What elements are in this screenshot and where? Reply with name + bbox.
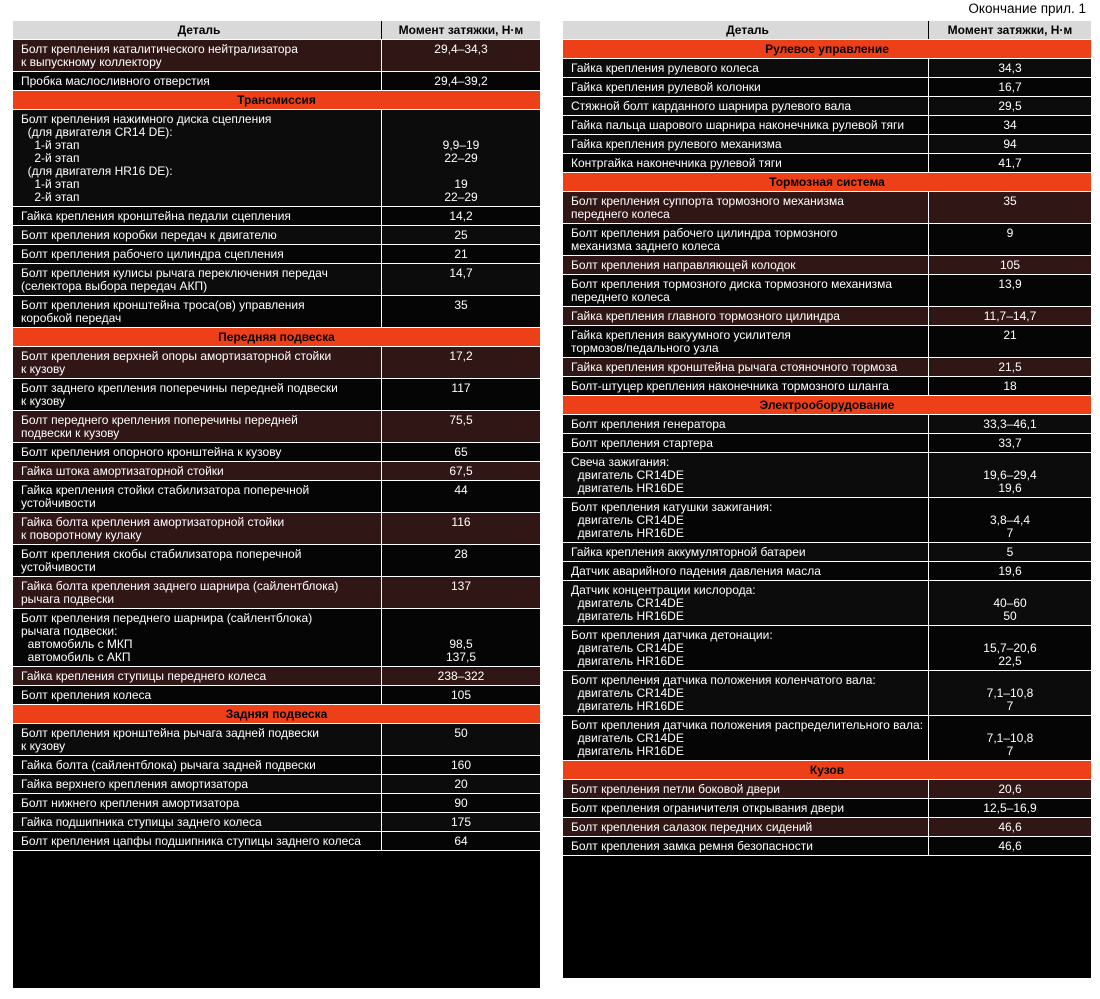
header-torque: Момент затяжки, Н·м	[398, 23, 524, 37]
part-name: Болт крепления колеса	[13, 686, 382, 704]
part-name: Болт крепления датчика положения коленчатого вала: двигатель CR14DE двигатель HR16DE	[563, 671, 929, 715]
part-name: Гайка штока амортизаторной стойки	[13, 462, 382, 480]
part-name: Гайка крепления главного тормозного цилиндра	[563, 307, 929, 325]
part-name: Болт крепления датчика детонации: двигатель CR14DE двигатель HR16DE	[563, 626, 929, 670]
part-name: Свеча зажигания: двигатель CR14DE двигатель HR16DE	[563, 453, 929, 497]
torque-value: 14,7	[449, 266, 473, 280]
torque-value: 20,6	[998, 782, 1022, 796]
section-header	[13, 328, 540, 347]
torque-value: 44	[454, 483, 468, 497]
table-row	[13, 813, 540, 832]
table-row	[563, 453, 1091, 498]
torque-value: 65	[454, 445, 468, 459]
table-row	[563, 799, 1091, 818]
section-title: Трансмиссия	[237, 93, 316, 107]
part-name: Болт крепления петли боковой двери	[563, 780, 929, 798]
torque-value: 20	[454, 777, 468, 791]
header-part: Деталь	[13, 21, 382, 39]
table-row	[563, 780, 1091, 799]
part-name: Болт крепления кулисы рычага переключения передач (селектора выбора передач АКП)	[13, 264, 382, 295]
table-row	[13, 347, 540, 379]
torque-value: 41,7	[998, 156, 1022, 170]
table-row	[563, 256, 1091, 275]
part-name: Болт крепления верхней опоры амортизаторной стойки к кузову	[13, 347, 382, 378]
part-name: Болт крепления суппорта тормозного механизма переднего колеса	[563, 192, 929, 223]
torque-value: 160	[450, 758, 472, 772]
torque-value: 29,4–34,3	[434, 42, 488, 56]
torque-value: 33,7	[998, 436, 1022, 450]
table-row	[13, 296, 540, 328]
torque-value: 9,9–19 22–29 19 22–29	[442, 138, 480, 204]
table-row	[563, 78, 1091, 97]
section-title: Электрооборудование	[759, 398, 895, 412]
part-name: Гайка крепления вакуумного усилителя тормозов/педального узла	[563, 326, 929, 357]
part-name: Болт крепления рабочего цилиндра тормозного механизма заднего колеса	[563, 224, 929, 255]
table-row	[563, 97, 1091, 116]
table-row	[563, 581, 1091, 626]
table-row	[13, 756, 540, 775]
table-row	[563, 377, 1091, 396]
caption: Окончание прил. 1	[968, 1, 1086, 16]
table-row	[13, 110, 540, 207]
part-name: Гайка верхнего крепления амортизатора	[13, 775, 382, 793]
part-name: Контргайка наконечника рулевой тяги	[563, 154, 929, 172]
torque-value: 46,6	[998, 820, 1022, 834]
part-name: Болт крепления ограничителя открывания двери	[563, 799, 929, 817]
part-name: Болт крепления опорного кронштейна к кузову	[13, 443, 382, 461]
section-title: Задняя подвеска	[225, 707, 328, 721]
torque-value: 34,3	[998, 61, 1022, 75]
part-name: Болт крепления нажимного диска сцепления (для двигателя CR14 DE): 1-й этап 2-й этап (для двигателя HR16 DE): 1-й этап 2-й этап	[13, 110, 382, 206]
torque-value: 14,2	[449, 209, 473, 223]
torque-value: 94	[1003, 137, 1017, 151]
table-row	[13, 245, 540, 264]
section-header	[563, 761, 1091, 780]
table-row	[563, 135, 1091, 154]
table-row	[563, 326, 1091, 358]
torque-value: 67,5	[449, 464, 473, 478]
torque-value: 21,5	[998, 360, 1022, 374]
torque-value: 137	[450, 579, 472, 593]
part-name: Гайка крепления рулевого колеса	[563, 59, 929, 77]
torque-table-left	[12, 20, 541, 989]
section-header	[563, 396, 1091, 415]
part-name: Гайка крепления кронштейна рычага стояночного тормоза	[563, 358, 929, 376]
torque-value: 117	[451, 381, 471, 395]
torque-value: 16,7	[998, 80, 1022, 94]
torque-value: 15,7–20,6 22,5	[983, 641, 1037, 668]
torque-value: 7,1–10,8 7	[986, 686, 1034, 713]
torque-table-right	[562, 20, 1092, 979]
part-name: Стяжной болт карданного шарнира рулевого вала	[563, 97, 929, 115]
part-name: Гайка болта крепления амортизаторной стойки к поворотному кулаку	[13, 513, 382, 544]
table-row	[13, 686, 540, 705]
table-row	[563, 307, 1091, 326]
torque-value: 7,1–10,8 7	[986, 731, 1034, 758]
table-row	[13, 72, 540, 91]
part-name: Болт крепления стартера	[563, 434, 929, 452]
torque-value: 46,6	[998, 839, 1022, 853]
part-name: Болт крепления направляющей колодок	[563, 256, 929, 274]
section-header	[13, 91, 540, 110]
section-title: Кузов	[809, 763, 845, 777]
section-title: Тормозная система	[769, 175, 885, 189]
table-row	[563, 116, 1091, 135]
part-name: Болт крепления тормозного диска тормозного механизма переднего колеса	[563, 275, 929, 306]
torque-value: 98,5 137,5	[445, 637, 477, 664]
part-name: Гайка подшипника ступицы заднего колеса	[13, 813, 382, 831]
torque-value: 19,6	[998, 564, 1022, 578]
torque-value: 5	[1006, 545, 1014, 559]
torque-value: 21	[1003, 328, 1017, 342]
table-row	[13, 832, 540, 851]
part-name: Болт крепления рабочего цилиндра сцепления	[13, 245, 382, 263]
torque-value: 35	[1003, 194, 1017, 208]
table-row	[13, 379, 540, 411]
torque-value: 34	[1003, 118, 1017, 132]
part-name: Болт крепления салазок передних сидений	[563, 818, 929, 836]
table-row	[13, 411, 540, 443]
table-row	[13, 481, 540, 513]
table-row	[563, 154, 1091, 173]
table-row	[563, 626, 1091, 671]
table-row	[13, 264, 540, 296]
part-name: Болт крепления скобы стабилизатора поперечной устойчивости	[13, 545, 382, 576]
torque-value: 18	[1003, 379, 1017, 393]
part-name: Болт крепления переднего шарнира (сайлентблока) рычага подвески: автомобиль с МКП автомобиль с АКП	[13, 609, 382, 666]
table-row	[13, 609, 540, 667]
part-name: Болт-штуцер крепления наконечника тормозного шланга	[563, 377, 929, 395]
table-header	[563, 21, 1091, 40]
header-torque: Момент затяжки, Н·м	[947, 23, 1073, 37]
section-header	[13, 705, 540, 724]
table-row	[563, 543, 1091, 562]
part-name: Болт крепления катушки зажигания: двигатель CR14DE двигатель HR16DE	[563, 498, 929, 542]
part-name: Гайка крепления кронштейна педали сцепления	[13, 207, 382, 225]
part-name: Болт крепления замка ремня безопасности	[563, 837, 929, 855]
torque-value: 238–322	[437, 669, 485, 683]
part-name: Болт крепления цапфы подшипника ступицы заднего колеса	[13, 832, 382, 850]
torque-value: 12,5–16,9	[983, 801, 1037, 815]
table-row	[13, 462, 540, 481]
torque-value: 29,5	[998, 99, 1022, 113]
torque-value: 13,9	[998, 277, 1022, 291]
table-row	[563, 837, 1091, 856]
table-row	[563, 224, 1091, 256]
part-name: Гайка крепления стойки стабилизатора поперечной устойчивости	[13, 481, 382, 512]
part-name: Болт крепления коробки передач к двигателю	[13, 226, 382, 244]
section-header	[563, 40, 1091, 59]
table-row	[13, 775, 540, 794]
table-row	[13, 794, 540, 813]
torque-value: 17,2	[449, 349, 473, 363]
table-row	[13, 545, 540, 577]
part-name: Болт заднего крепления поперечины передней подвески к кузову	[13, 379, 382, 410]
header-part: Деталь	[563, 21, 929, 39]
torque-value: 50	[454, 726, 468, 740]
table-row	[13, 724, 540, 756]
table-row	[563, 434, 1091, 453]
torque-value: 29,4–39,2	[434, 74, 488, 88]
part-name: Датчик концентрации кислорода: двигатель CR14DE двигатель HR16DE	[563, 581, 929, 625]
torque-value: 28	[454, 547, 468, 561]
table-row	[13, 207, 540, 226]
torque-value: 105	[450, 688, 472, 702]
torque-value: 105	[999, 258, 1021, 272]
part-name: Гайка крепления рулевого механизма	[563, 135, 929, 153]
part-name: Гайка крепления аккумуляторной батареи	[563, 543, 929, 561]
part-name: Болт крепления кронштейна рычага задней подвески к кузову	[13, 724, 382, 755]
table-row	[563, 192, 1091, 224]
torque-value: 64	[454, 834, 468, 848]
section-header	[563, 173, 1091, 192]
part-name: Датчик аварийного падения давления масла	[563, 562, 929, 580]
torque-value: 33,3–46,1	[983, 417, 1037, 431]
torque-value: 25	[454, 228, 468, 242]
table-row	[13, 577, 540, 609]
torque-value: 21	[454, 247, 468, 261]
table-row	[563, 671, 1091, 716]
torque-value: 9	[1006, 226, 1014, 240]
part-name: Гайка крепления ступицы переднего колеса	[13, 667, 382, 685]
table-row	[563, 716, 1091, 761]
table-row	[13, 513, 540, 545]
part-name: Пробка маслосливного отверстия	[13, 72, 382, 90]
part-name: Гайка пальца шарового шарнира наконечника рулевой тяги	[563, 116, 929, 134]
part-name: Болт нижнего крепления амортизатора	[13, 794, 382, 812]
part-name: Болт крепления генератора	[563, 415, 929, 433]
torque-value: 75,5	[449, 413, 473, 427]
part-name: Гайка крепления рулевой колонки	[563, 78, 929, 96]
table-row	[563, 358, 1091, 377]
part-name: Болт крепления кронштейна троса(ов) управления коробкой передач	[13, 296, 382, 327]
table-row	[563, 415, 1091, 434]
part-name: Гайка болта (сайлентблока) рычага задней подвески	[13, 756, 382, 774]
torque-value: 90	[454, 796, 468, 810]
table-row	[563, 818, 1091, 837]
table-row	[563, 59, 1091, 78]
part-name: Болт крепления каталитического нейтрализатора к выпускному коллектору	[13, 40, 382, 71]
torque-value: 11,7–14,7	[983, 309, 1037, 323]
table-header	[13, 21, 540, 40]
table-row	[13, 40, 540, 72]
torque-value: 40–60 50	[993, 596, 1027, 623]
part-name: Болт переднего крепления поперечины передней подвески к кузову	[13, 411, 382, 442]
section-title: Передняя подвеска	[218, 330, 335, 344]
torque-value: 3,8–4,4 7	[989, 513, 1031, 540]
part-name: Гайка болта крепления заднего шарнира (сайлентблока) рычага подвески	[13, 577, 382, 608]
torque-value: 35	[454, 298, 468, 312]
table-row	[13, 667, 540, 686]
table-row	[13, 443, 540, 462]
table-row	[563, 562, 1091, 581]
table-row	[563, 275, 1091, 307]
section-title: Рулевое управление	[765, 42, 889, 56]
torque-value: 175	[450, 815, 472, 829]
torque-value: 116	[451, 515, 471, 529]
part-name: Болт крепления датчика положения распределительного вала: двигатель CR14DE двигатель HR16DE	[563, 716, 929, 760]
table-row	[563, 498, 1091, 543]
table-row	[13, 226, 540, 245]
torque-value: 19,6–29,4 19,6	[983, 468, 1037, 495]
